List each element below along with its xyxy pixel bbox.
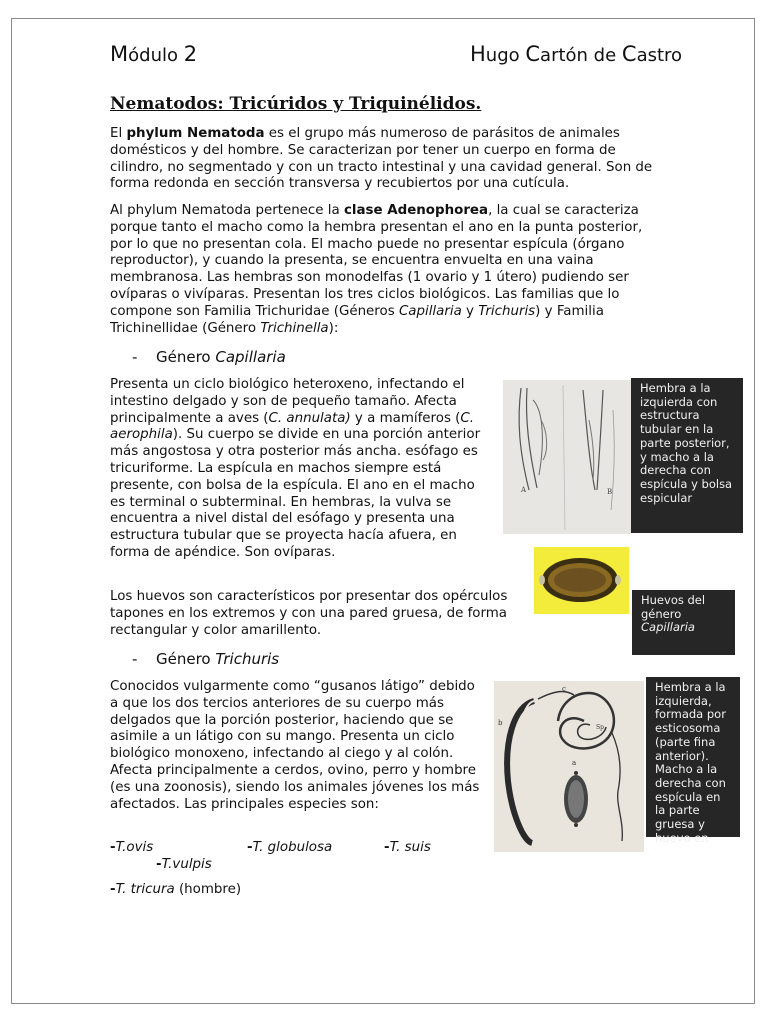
intro-p2-text-c: y	[461, 303, 479, 319]
capillaria-caption-2	[632, 590, 735, 655]
species-name: T. tricura	[115, 882, 175, 897]
species-item-globulosa	[247, 840, 332, 855]
species-item-suis	[384, 840, 431, 855]
capillaria-paragraph-1	[110, 377, 492, 562]
figure-label-a: a	[572, 759, 577, 767]
header-author	[470, 42, 682, 66]
species-item-vulpis	[156, 857, 212, 872]
header-author-initial-h: H	[470, 42, 486, 66]
figure-label-b: b	[498, 719, 503, 727]
species-dash: -	[247, 840, 253, 855]
header-module-word: ódulo	[128, 45, 184, 66]
header-author-part3: astro	[636, 45, 683, 66]
header-author-part2: artón de	[540, 45, 622, 66]
species-dash: -	[384, 840, 390, 855]
intro-p2-text-d: ) y Familia Trichinellidae (Género	[110, 303, 604, 336]
figure-label-b: B	[607, 488, 613, 496]
capillaria-egg-drawing	[534, 547, 629, 614]
genus-name: Trichuris	[215, 650, 280, 668]
capillaria-p1-italic-1: C. annulata)	[268, 410, 351, 426]
trichuris-paragraph-1: Conocidos vulgarmente como “gusanos látigo” debido a que los dos tercios anteriores de su cuerpo más delgados que la porción posterior, haciendo que se asimile a un látigo con su mango. Presenta un ciclo biológico monoxeno, infectando al ciego y al colón. Afecta principalmente a cerdos, ovino, perro y hombre (es una zoonosis), siendo los animales jóvenes los más afectados. Las principales especies son:	[110, 679, 480, 812]
capillaria-p1-text-a: Presenta un ciclo biológico heteroxeno, infectando el intestino delgado y son de pequeño tamaño. Afecta principalmente a aves (	[110, 377, 465, 426]
header-module	[110, 42, 197, 66]
species-name: T.ovis	[115, 840, 154, 855]
trichuris-caption: Hembra a la izquierda, formada por esticosoma (parte fina anterior). Macho a la derecha con espícula en la parte gruesa y huevo en	[646, 677, 740, 837]
intro-p2-italic-1: Capillaria	[398, 303, 462, 319]
capillaria-caption-2-italic: Capillaria	[641, 620, 695, 635]
intro-p2-text-b: , la cual se caracteriza porque tanto el macho como la hembra presentan el ano en la punta posterior, por lo que no presentan cola. El macho puede no presentar espícula (órgano reproductor), y cuando la presenta, se encuentra envuelta en una vaina membranosa. Las hembras son monodelfas (1 ovario y 1 útero) pudiendo ser ovíparas o vivíparas. Presentan los tres ciclos biológicos. Las familias que lo compone son Familia Trichuridae (Géneros	[110, 203, 643, 319]
genus-dash: -	[132, 650, 138, 668]
trichuris-worms-drawing	[494, 681, 644, 852]
intro-p1-text-b: es el grupo más numeroso de parásitos de animales domésticos y del hombre. Se caracterizan por tener un cuerpo en forma de cilindro, no segmentado y con un tracto intestinal y una cavidad general. Son de forma redonda en sección transversa y recubiertos por una cutícula.	[110, 126, 653, 192]
species-note: (hombre)	[174, 882, 242, 897]
intro-p1-text-a: El	[110, 126, 127, 141]
figure-label-c: c	[562, 685, 566, 693]
genus-heading-capillaria	[132, 348, 286, 366]
genus-dash: -	[132, 348, 138, 366]
species-dash: -	[156, 857, 162, 872]
capillaria-caption-1: Hembra a la izquierda con estructura tubular en la parte posterior, y macho a la derecha con espícula y bolsa espicular	[631, 378, 743, 533]
genus-heading-trichuris	[132, 650, 279, 668]
header-module-initial: M	[110, 42, 129, 66]
header-author-initial-c2: C	[621, 42, 637, 66]
intro-paragraph-2	[110, 203, 655, 337]
capillaria-p1-italic-2: C. aerophila	[110, 410, 475, 443]
capillaria-caption-2-text: Huevos del género	[641, 593, 706, 621]
species-dash: -	[110, 882, 116, 897]
intro-paragraph-1	[110, 126, 655, 193]
genus-name: Capillaria	[215, 348, 286, 366]
header-module-number: 2	[183, 42, 198, 66]
species-name: T. globulosa	[252, 840, 333, 855]
species-name: T.vulpis	[161, 857, 212, 872]
capillaria-worms-drawing	[503, 380, 631, 534]
capillaria-egg-photo	[534, 547, 629, 614]
species-name: T. suis	[389, 840, 431, 855]
intro-p2-italic-2: Trichuris	[478, 303, 536, 319]
genus-word: Género	[156, 348, 216, 366]
trichuris-worms-figure	[494, 681, 644, 852]
document-title: Nematodos: Tricúridos y Triquinélidos.	[110, 94, 482, 114]
intro-p1-bold: phylum Nematoda	[126, 126, 265, 141]
header-author-initial-c1: C	[525, 42, 541, 66]
species-item-tricura	[110, 882, 241, 897]
figure-label-sp: Sp	[596, 724, 604, 731]
capillaria-worms-figure	[503, 380, 631, 534]
figure-label-a: A	[521, 486, 527, 494]
intro-p2-bold: clase Adenophorea	[343, 203, 489, 218]
capillaria-paragraph-2: Los huevos son característicos por presentar dos opérculos tapones en los extremos y con una pared gruesa, de forma rectangular y color amarillento.	[110, 589, 508, 638]
intro-p2-text-a: Al phylum Nematoda pertenece la	[110, 203, 344, 218]
genus-word: Género	[156, 650, 216, 668]
species-item-ovis	[110, 840, 153, 855]
intro-p2-italic-3: Trichinella	[260, 320, 329, 336]
capillaria-p1-text-c: ). Su cuerpo se divide en una porción anterior más angostosa y otra posterior más ancha. esófago es tricuriforme. La espícula en machos siempre está presente, con bolsa de la espícula. El ano en el macho es terminal o subterminal. En hembras, la vulva se encuentra a nivel distal del esófago y presenta una estructura tubular que se proyecta hacía afuera, en forma de apéndice. Son ovíparas.	[110, 427, 481, 560]
intro-p2-text-e: ):	[328, 320, 339, 336]
header-author-part1: ugo	[485, 45, 526, 66]
capillaria-p1-text-b: y a mamíferos (	[350, 410, 461, 426]
species-dash: -	[110, 840, 116, 855]
